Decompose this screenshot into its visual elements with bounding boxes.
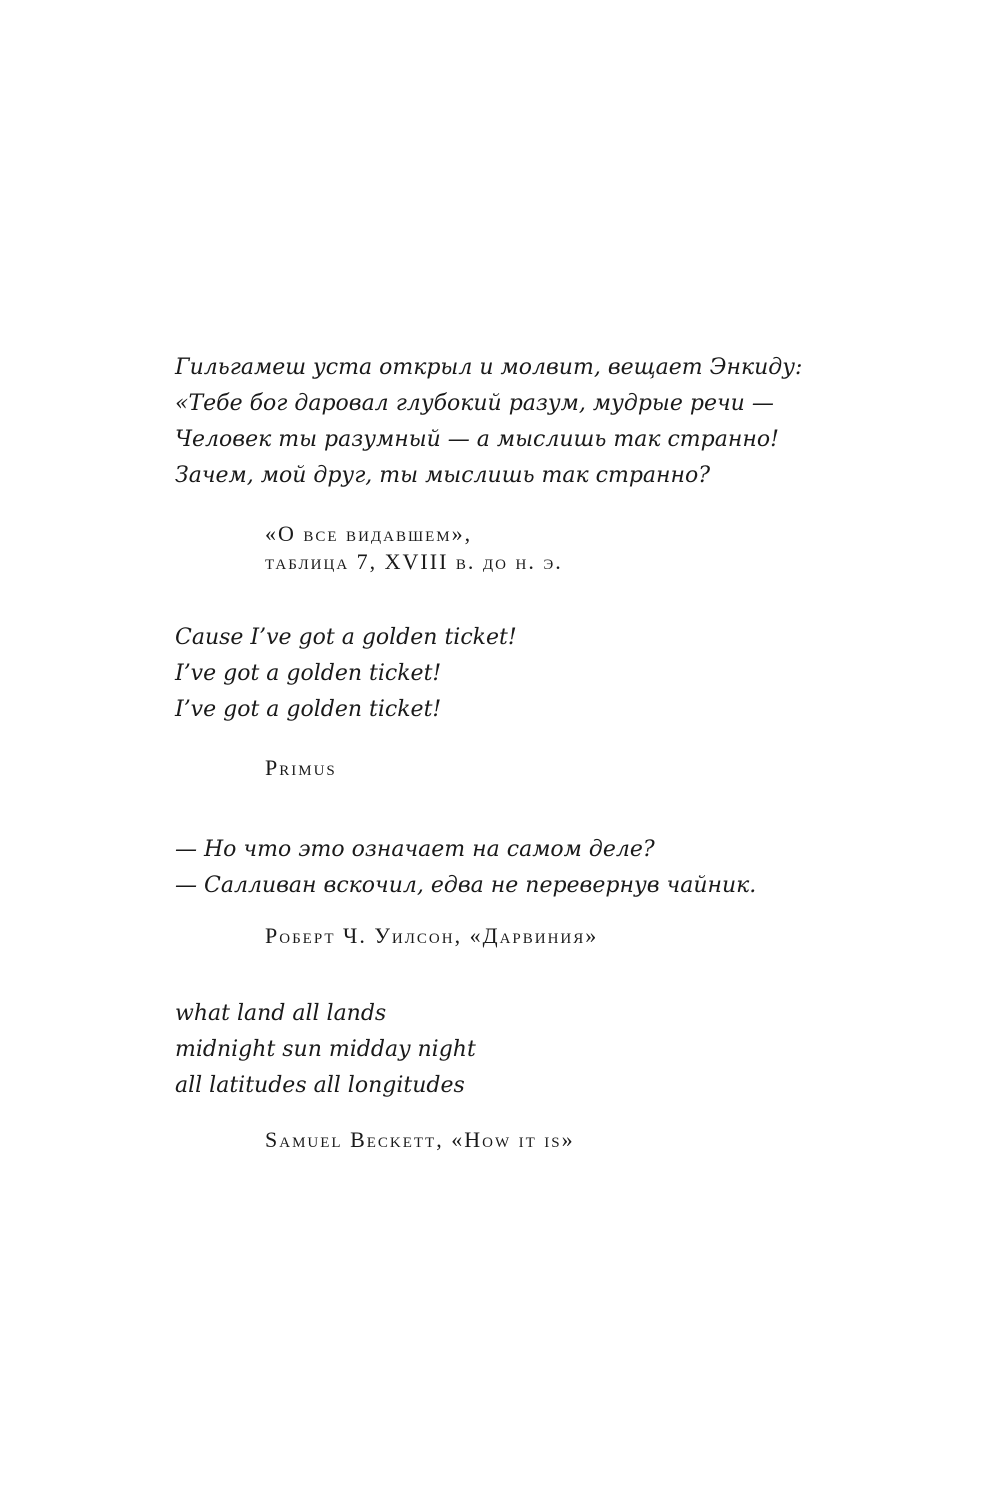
epigraph-primus	[175, 620, 895, 782]
attribution-line: Samuel Beckett, «How it is»	[265, 1127, 575, 1152]
epigraph-beckett	[175, 996, 895, 1154]
verse-line: Зачем, мой друг, ты мыслишь так странно?	[175, 463, 711, 488]
epigraph-verse	[175, 832, 895, 904]
verse-line: Cause I’ve got a golden ticket!	[175, 625, 517, 650]
verse-line: what land all lands	[175, 1001, 387, 1026]
epigraph-darwinia	[175, 832, 895, 950]
epigraph-attribution	[265, 922, 895, 950]
verse-line: I’ve got a golden ticket!	[175, 661, 442, 686]
epigraph-attribution	[265, 754, 895, 782]
verse-line: Человек ты разумный — а мыслишь так странно!	[175, 427, 779, 452]
epigraph-attribution	[265, 520, 895, 576]
verse-line: I’ve got a golden ticket!	[175, 697, 442, 722]
attribution-line: Primus	[265, 755, 337, 780]
epigraph-verse	[175, 996, 895, 1104]
epigraph-page	[175, 350, 895, 1154]
epigraph-gilgamesh	[175, 350, 895, 576]
attribution-line: таблица 7, XVIII в. до н. э.	[265, 549, 563, 574]
attribution-line: «О все видавшем»,	[265, 521, 473, 546]
verse-line: all latitudes all longitudes	[175, 1073, 465, 1098]
verse-line: midnight sun midday night	[175, 1037, 476, 1062]
attribution-line: Роберт Ч. Уилсон, «Дарвиния»	[265, 923, 599, 948]
verse-line: — Салливан вскочил, едва не перевернув чайник.	[175, 873, 757, 898]
verse-line: Гильгамеш уста открыл и молвит, вещает Энкиду:	[175, 355, 803, 380]
epigraph-verse	[175, 350, 895, 494]
verse-line: «Тебе бог даровал глубокий разум, мудрые речи —	[175, 391, 774, 416]
epigraph-verse	[175, 620, 895, 728]
verse-line: — Но что это означает на самом деле?	[175, 837, 655, 862]
epigraph-attribution	[265, 1126, 895, 1154]
